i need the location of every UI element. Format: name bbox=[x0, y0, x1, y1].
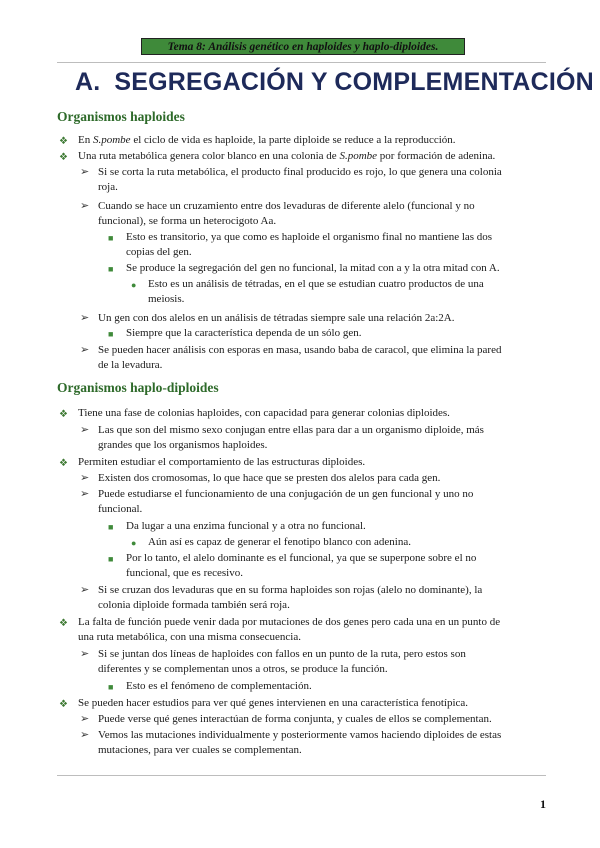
section-title-haplo-diploides: Organismos haplo-diploides bbox=[57, 380, 219, 395]
dot-bullet-icon: ● bbox=[131, 280, 137, 290]
list-item: Se pueden hacer estudios para ver qué genes intervienen en una característica fenotípica. bbox=[78, 697, 469, 709]
list-item: Se produce la segregación del gen no funcional, la mitad con a y la otra mitad con A. bbox=[126, 262, 500, 274]
section-title-haploides: Organismos haploides bbox=[57, 109, 185, 124]
main-title bbox=[75, 68, 594, 97]
diamond-bullet-icon: ❖ bbox=[59, 458, 68, 469]
list-item: Si se juntan dos líneas de haploides con fallos en un punto de la ruta, pero estos son bbox=[98, 648, 466, 660]
list-item: Tiene una fase de colonias haploides, con capacidad para generar colonias diploides. bbox=[78, 407, 450, 419]
diamond-bullet-icon: ❖ bbox=[59, 152, 68, 163]
list-item: Una ruta metabólica genera color blanco en una colonia de S.pombe por formación de adenina. bbox=[78, 150, 496, 162]
species-name: S.pombe bbox=[92, 134, 131, 146]
list-item-continuation: grandes que los organismos haploides. bbox=[98, 439, 268, 451]
list-item: Da lugar a una enzima funcional y a otra no funcional. bbox=[126, 520, 366, 532]
list-item-continuation: una ruta metabólica, con una misma consecuencia. bbox=[78, 631, 301, 643]
list-item: Cuando se hace un cruzamiento entre dos levaduras de diferente alelo (funcional y no bbox=[98, 200, 475, 212]
arrow-bullet-icon: ➢ bbox=[80, 312, 90, 324]
square-bullet-icon: ■ bbox=[108, 682, 114, 692]
square-bullet-icon: ■ bbox=[108, 329, 114, 339]
list-item: Esto es transitorio, ya que como es haploide el organismo final no mantiene las dos bbox=[126, 231, 493, 243]
list-item: En S.pombe el ciclo de vida es haploide, la parte diploide se reduce a la reproducción. bbox=[78, 134, 456, 146]
list-item-continuation: funcional), se forma un heterocigoto Aa. bbox=[98, 215, 277, 227]
list-item-continuation: copias del gen. bbox=[126, 246, 192, 258]
list-item: Por lo tanto, el alelo dominante es el funcional, ya que se superpone sobre el no bbox=[126, 552, 477, 564]
main-title-text: SEGREGACIÓN Y COMPLEMENTACIÓN bbox=[114, 68, 594, 96]
arrow-bullet-icon: ➢ bbox=[80, 344, 90, 356]
arrow-bullet-icon: ➢ bbox=[80, 472, 90, 484]
document-header bbox=[141, 38, 465, 55]
list-item: Vemos las mutaciones individualmente y posteriormente vamos haciendo diploides de estas bbox=[98, 729, 502, 741]
list-item-continuation: meiosis. bbox=[148, 293, 185, 305]
diamond-bullet-icon: ❖ bbox=[59, 136, 68, 147]
list-item: Existen dos cromosomas, lo que hace que se presten dos alelos para cada gen. bbox=[98, 472, 441, 484]
arrow-bullet-icon: ➢ bbox=[80, 713, 90, 725]
list-item-continuation: diferentes y se complementan unos a otros, se produce la función. bbox=[98, 663, 388, 675]
arrow-bullet-icon: ➢ bbox=[80, 488, 90, 500]
bottom-rule bbox=[57, 775, 546, 776]
square-bullet-icon: ■ bbox=[108, 554, 114, 564]
list-item-continuation: funcional, que es recesivo. bbox=[126, 567, 243, 579]
arrow-bullet-icon: ➢ bbox=[80, 729, 90, 741]
diamond-bullet-icon: ❖ bbox=[59, 618, 68, 629]
list-item: La falta de función puede venir dada por mutaciones de dos genes pero cada una en un punto de bbox=[78, 616, 501, 628]
list-item-continuation: de la levadura. bbox=[98, 359, 163, 371]
list-item: Esto es un análisis de tétradas, en el que se estudian cuatro productos de una bbox=[148, 278, 484, 290]
header-title: Tema 8: Análisis genético en haploides y haplo-diploides. bbox=[167, 40, 439, 53]
list-item: Las que son del mismo sexo conjugan entre ellas para dar a un organismo diploide, más bbox=[98, 424, 484, 436]
list-item: Siempre que la característica dependa de un sólo gen. bbox=[126, 327, 362, 339]
square-bullet-icon: ■ bbox=[108, 264, 114, 274]
list-item: Si se cruzan dos levaduras que en su forma haploides son rojas (alelo no dominante), la bbox=[98, 584, 483, 596]
list-item-continuation: colonia diploide formada también será roja. bbox=[98, 599, 290, 611]
list-item-continuation: mutaciones, para ver cuales se complementan. bbox=[98, 744, 302, 756]
dot-bullet-icon: ● bbox=[131, 538, 137, 548]
diamond-bullet-icon: ❖ bbox=[59, 409, 68, 420]
arrow-bullet-icon: ➢ bbox=[80, 648, 90, 660]
list-item: Aún así es capaz de generar el fenotipo blanco con adenina. bbox=[148, 536, 411, 548]
list-item: Puede estudiarse el funcionamiento de una conjugación de un gen funcional y uno no bbox=[98, 488, 474, 500]
square-bullet-icon: ■ bbox=[108, 522, 114, 532]
list-item: Si se corta la ruta metabólica, el producto final producido es rojo, lo que genera una colonia bbox=[98, 166, 502, 178]
species-name: S.pombe bbox=[339, 150, 378, 162]
list-item: Un gen con dos alelos en un análisis de tétradas siempre sale una relación 2a:2A. bbox=[98, 312, 455, 324]
diamond-bullet-icon: ❖ bbox=[59, 699, 68, 710]
list-item-continuation: roja. bbox=[98, 181, 118, 193]
list-item: Esto es el fenómeno de complementación. bbox=[126, 680, 312, 692]
main-title-number: A. bbox=[75, 68, 101, 96]
top-rule bbox=[57, 62, 546, 63]
list-item: Puede verse qué genes interactúan de forma conjunta, y cuales de ellos se complementan. bbox=[98, 713, 492, 725]
list-item: Permiten estudiar el comportamiento de las estructuras diploides. bbox=[78, 456, 366, 468]
square-bullet-icon: ■ bbox=[108, 233, 114, 243]
arrow-bullet-icon: ➢ bbox=[80, 200, 90, 212]
arrow-bullet-icon: ➢ bbox=[80, 166, 90, 178]
list-item: Se pueden hacer análisis con esporas en masa, usando baba de caracol, que elimina la pared bbox=[98, 344, 502, 356]
arrow-bullet-icon: ➢ bbox=[80, 584, 90, 596]
page-number: 1 bbox=[540, 797, 546, 811]
list-item-continuation: funcional. bbox=[98, 503, 143, 515]
arrow-bullet-icon: ➢ bbox=[80, 424, 90, 436]
